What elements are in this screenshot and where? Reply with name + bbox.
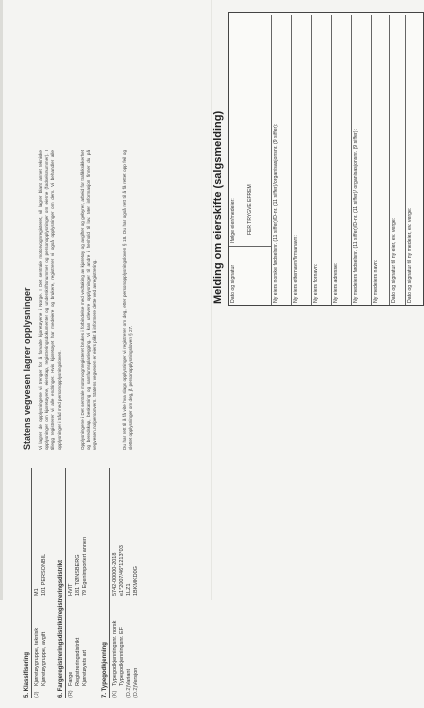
form-title: Melding om eierskifte (salgsmelding): [212, 110, 224, 304]
section-heading: 7. Typegodkjenning: [102, 468, 110, 698]
section-heading: 5. Klassifisering: [24, 468, 32, 698]
privacy-paragraph: Du har rett til å få vite hva slags opplysninger vi registrerer om deg, etter personopplysningsloven § 18. Du har også rett til å få rettet opp feil og slettet opplysninger om deg, jf. personopplysningsloven § 27.: [122, 150, 134, 450]
field-label: Farge: [68, 671, 74, 686]
field-label: Registreringsdistrikt: [75, 637, 81, 686]
section-color-district: [58, 468, 89, 698]
field-value: e1*2007/46*1213*03: [119, 545, 125, 596]
field-value: 1LZ1: [126, 583, 132, 596]
row: [41, 468, 48, 698]
field-label: Variant: [126, 668, 132, 686]
privacy-paragraph: Opplysningene i Det sentrale motorvognregisteret brukes i forbindelse med vedtaking av kjøretøy og avgifter og gebyrer, arbeid for trafikksikkerhet og beredskap, beskatning og samfunnsplanlegging. Vi kan utlevere opplysninger til andre i henhold til lov. Mer informasjon finner du på vegvesen.no/personvern. Statens vegvesen er eiers plikt å informere dette ved avregistrering.: [80, 150, 98, 450]
field-label: Ny medeiers navn:: [373, 259, 379, 303]
field-label: Ny eiers etternavn/firmanavn:: [293, 235, 299, 303]
row: [34, 468, 41, 698]
privacy-heading: Statens vegvesen lagrer opplysninger: [22, 287, 32, 450]
field-code: (K): [112, 690, 118, 698]
co-owner-name-field[interactable]: [371, 15, 391, 305]
divider: [229, 246, 271, 247]
co-owner-signature-field[interactable]: [405, 15, 424, 305]
field-label: Ifølge eier/medeier:: [230, 198, 236, 243]
field-label: Ny medeiers fødselsnr. (11 siffer)/D-nr. (11 siffer)/ organisasjonsnr. (9 siffer):: [353, 129, 359, 303]
co-owner-id-field[interactable]: [351, 15, 373, 305]
page-edge: [0, 0, 3, 600]
field-value: 5742-00000-2018: [112, 552, 118, 596]
new-owner-id-field[interactable]: [271, 15, 293, 305]
field-label: Ny eiers norske fødselsnr. (11 siffer)/D-nr. (11 siffer)/organisasjonsnr. (9 siffer):: [273, 123, 279, 303]
field-code: (D.2): [126, 685, 132, 698]
ownership-change-form: [212, 10, 424, 310]
field-label: Dato og signatur: [230, 264, 236, 303]
field-code: [75, 686, 82, 698]
new-owner-name-field[interactable]: [291, 15, 313, 305]
field-label: Kjøretøygruppe, teknisk: [34, 627, 40, 686]
field-label: Ny eiers fornavn:: [313, 263, 319, 303]
field-code: [82, 686, 89, 698]
field-label: Typegodkjenningsnr. norsk: [112, 620, 118, 686]
row: [68, 468, 75, 698]
section-classification: [24, 468, 48, 698]
field-value: 101 PERSONBIL: [41, 553, 47, 596]
row: [119, 468, 126, 698]
field-label: Ny eiers adresse:: [333, 262, 339, 303]
section-heading: 6. Fargeregistreringsdistrikt/registreringsdistrikt: [58, 468, 66, 698]
field-code: (D.2): [133, 685, 139, 698]
field-value: HVIT: [68, 583, 74, 596]
field-label: Typegodkjenningsnr. EF: [119, 626, 125, 686]
field-label: Kjøretøygruppe, avgift: [41, 631, 47, 686]
new-owner-address-field[interactable]: [331, 15, 353, 305]
section-type-approval: [102, 468, 140, 698]
field-value: 1BKMKD0G: [133, 566, 139, 596]
row: [112, 468, 119, 698]
row: [75, 468, 82, 698]
field-value: M1: [34, 588, 40, 596]
field-value: 79 Egenimportert annen: [82, 536, 88, 596]
vehicle-registration-page: [16, 148, 196, 708]
field-code: [119, 686, 126, 698]
field-label: Kjøretøyets art: [82, 649, 88, 686]
row: [133, 468, 140, 698]
field-code: (R): [68, 690, 74, 698]
row: [126, 468, 133, 698]
new-owner-firstname-field[interactable]: [311, 15, 333, 305]
field-code: (J): [34, 691, 40, 698]
field-label: Dato og signatur til ny eier, ev. verge:: [391, 217, 397, 303]
row: [82, 468, 89, 698]
field-label: Dato og signatur til ny medeier, ev. verge:: [407, 207, 413, 303]
field-code: [41, 686, 48, 698]
field-label: Versjon: [133, 667, 139, 686]
privacy-paragraph: Vi lagrer de opplysningene vi trenger for å forvalte kjøretøyene i Norge. I Det sentrale motorvognregisteret, vil lagrer blant annet tekniske opplysninger om kjøretøyene, eierskap, registreringsdokumenter og underskriftsnummer og personopplysninger om eierne (fødselsnummer). I tillegg registrerer vi alle endringer. Hvis kjøretøyet har medeiere og brukere, registrerer vi også opplysninger om dem. Vi behandler alle opplysninger i tråd med personopplysningsloven.: [38, 150, 62, 450]
form-frame: [228, 12, 424, 306]
field-value: 181 TØNSBERG: [75, 554, 81, 596]
seller-name: FER TRYGVE EFREM: [247, 184, 253, 235]
seller-signature-field[interactable]: [229, 247, 272, 305]
